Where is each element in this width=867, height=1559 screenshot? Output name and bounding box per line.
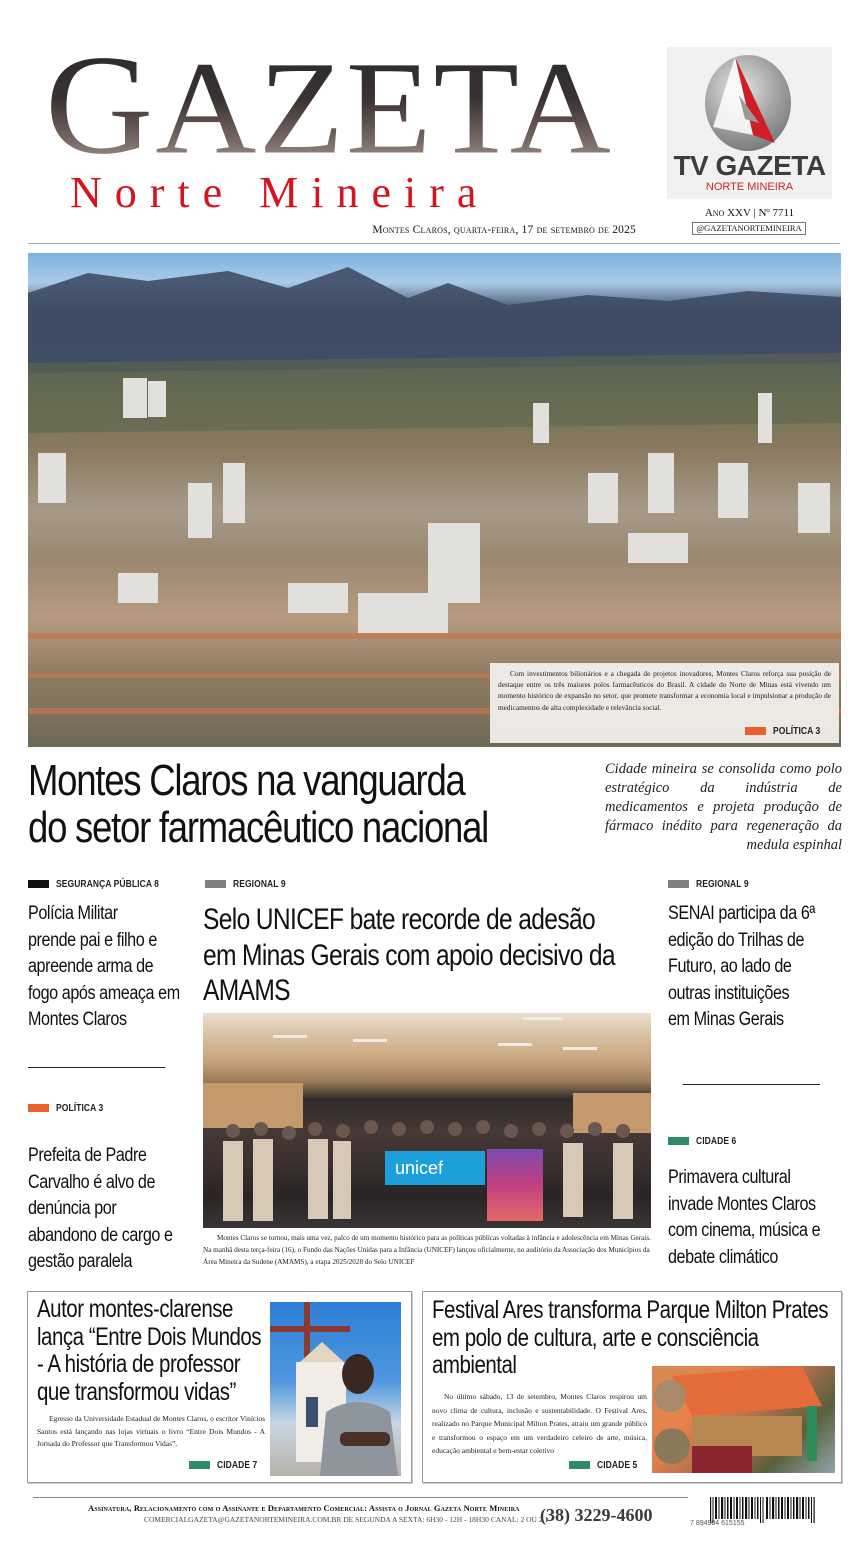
section-tag-cidade[interactable]	[668, 1135, 743, 1147]
newspaper-title	[45, 26, 635, 184]
tv-sphere-icon	[705, 55, 791, 151]
section-color-bar	[28, 880, 49, 888]
headline-line: ambiental	[432, 1351, 517, 1379]
headline-line: AMAMS	[203, 974, 290, 1007]
masthead-divider	[28, 243, 840, 244]
tv-logo-region: NORTE MINEIRA	[705, 181, 794, 193]
social-handle[interactable]: @GAZETANORTEMINEIRA	[692, 222, 806, 235]
headline-line: fogo após ameaça em	[28, 982, 180, 1004]
headline-prefeita-padre-carvalho[interactable]	[28, 1143, 173, 1276]
headline-line: em Minas Gerais com apoio decisivo da	[203, 938, 615, 972]
section-tag-regional-right[interactable]	[668, 878, 758, 890]
hero-photo-city-aerial[interactable]	[28, 253, 841, 747]
section-color-bar	[569, 1461, 590, 1469]
section-tag-label: REGIONAL 9	[233, 878, 286, 890]
selo-unicef-poster	[487, 1149, 543, 1221]
section-color-bar	[189, 1461, 210, 1469]
barcode-digits: 7 894904 615155	[690, 1520, 745, 1527]
footer-contact-details[interactable]: COMERCIALGAZETA@GAZETANORTEMINEIRA.COM.BR DE SEGUNDA A SEXTA: 6H30 - 12H - 18H30 CANAL: 2 OU 2.1	[144, 1515, 549, 1524]
headline-line: apreende arma de	[28, 956, 154, 977]
headline-line: Prefeita de Padre	[28, 1145, 147, 1166]
headline-line: que transformou vidas”	[37, 1377, 236, 1406]
section-tag-label: CIDADE 6	[696, 1135, 737, 1147]
main-headline-line: do setor farmacêutico nacional	[28, 803, 489, 852]
headline-line: SENAI participa da 6ª	[668, 903, 815, 924]
main-headline-line: Montes Claros na vanguarda	[28, 756, 465, 805]
headline-selo-unicef[interactable]	[203, 902, 615, 1009]
headline-line: prende pai e filho e	[28, 929, 157, 951]
headline-line: - A história de professor	[37, 1350, 241, 1378]
headline-line: debate climático	[668, 1246, 778, 1268]
headline-line: Montes Claros	[28, 1009, 127, 1030]
author-portrait-illustration	[270, 1302, 401, 1476]
headline-line: Selo UNICEF bate recorde de adesão	[203, 903, 596, 936]
headline-policia-militar[interactable]	[28, 901, 180, 1034]
headline-line: com cinema, música e	[668, 1220, 821, 1241]
headline-line: Festival Ares transforma Parque Milton Prates	[432, 1296, 829, 1324]
headline-line: outras instituições	[668, 982, 790, 1004]
author-portrait-photo[interactable]	[270, 1302, 401, 1476]
section-tag-label: CIDADE 7	[217, 1459, 258, 1471]
section-color-bar	[745, 727, 766, 735]
festival-stall-illustration	[652, 1366, 835, 1473]
section-tag-regional[interactable]	[205, 878, 295, 890]
headline-line: gestão paralela	[28, 1251, 133, 1272]
main-headline[interactable]	[28, 757, 501, 851]
headline-line: Polícia Militar	[28, 903, 118, 924]
section-tag-label: REGIONAL 9	[696, 878, 749, 890]
title-rest: AZETA	[155, 34, 613, 182]
issue-number: Ano XXV | Nº 7711	[704, 207, 795, 219]
newspaper-subtitle: Norte Mineira	[70, 168, 490, 217]
story-box-author[interactable]	[27, 1291, 412, 1483]
headline-senai-trilhas[interactable]	[668, 901, 815, 1034]
footer-phone-number[interactable]: (38) 3229-4600	[540, 1505, 653, 1525]
headline-line: denúncia por	[28, 1198, 117, 1219]
section-tag-label: POLÍTICA 3	[56, 1102, 104, 1114]
headline-line: em polo de cultura, arte e consciência	[432, 1323, 759, 1352]
headline-line: invade Montes Claros	[668, 1193, 816, 1215]
festival-stall-photo[interactable]	[652, 1366, 835, 1473]
dateline: Montes Claros, quarta-feira, 17 de setembro de 2025	[372, 224, 636, 236]
section-tag-label: POLÍTICA 3	[773, 725, 821, 737]
section-tag-politica[interactable]	[28, 1102, 112, 1114]
unicef-group-photo[interactable]	[203, 1013, 651, 1228]
title-initial: G	[45, 26, 156, 184]
section-tag-cidade-7[interactable]	[189, 1459, 264, 1471]
festival-story-body: No último sábado, 13 de setembro, Montes Claros respirou um novo clima de cultura, inclusão e sustentabilidade. O Festival Ares, realizado no Parque Municipal Milton Prates, atraiu um grande público e transformou o espaço em um verdadeiro celeiro de arte, música, educação ambiental e bem-estar coletivo	[432, 1392, 647, 1455]
section-color-bar	[668, 880, 689, 888]
section-color-bar	[28, 1104, 49, 1112]
unicef-banner: unicef	[385, 1151, 485, 1185]
headline-line: edição do Trilhas de	[668, 929, 805, 951]
section-tag-label: CIDADE 5	[597, 1459, 638, 1471]
section-color-bar	[668, 1137, 689, 1145]
column-divider	[683, 1084, 820, 1085]
headline-autor-entre-dois-mundos[interactable]	[37, 1296, 261, 1406]
headline-line: Autor montes-clarense	[37, 1295, 233, 1323]
auditorium-crowd-illustration	[203, 1013, 651, 1228]
footer-contact-heading: Assinatura, Relacionamento com o Assinante e Departamento Comercial: Assista o Jornal Gazeta Norte Mineira	[88, 1503, 520, 1513]
section-tag-seguranca[interactable]	[28, 878, 177, 890]
footer-divider	[33, 1497, 688, 1498]
hero-section-tag[interactable]	[745, 725, 829, 737]
main-deck: Cidade mineira se consolida como polo estratégico da indústria de medicamentos e projeta produção de fármaco inédito para regeneração da medula espinhal	[605, 761, 842, 853]
tv-logo-name: TV GAZETA	[673, 150, 826, 181]
author-story-body: Egresso da Universidade Estadual de Montes Claros, o escritor Vinícios Santos está lançando nas lojas virtuais o livro “Entre Dois Mundos - A Jornada do Professor que Transformou Vidas”.	[37, 1414, 265, 1448]
hero-caption: Com investimentos bilionários e a chegada de projetos inovadores, Montes Claros reforça sua posição de destaque entre os três maiores polos farmacêuticos do Brasil. A cidade do Norte de Minas está vivendo um momento histórico de expansão no setor, que promete transformar a economia local e impulsionar a produção de medicamentos de alta complexidade e relevância social.	[498, 669, 831, 712]
headline-line: em Minas Gerais	[668, 1009, 784, 1030]
headline-primavera-cultural[interactable]	[668, 1165, 820, 1271]
section-tag-label: SEGURANÇA PÚBLICA 8	[56, 878, 159, 890]
column-divider	[28, 1067, 165, 1068]
headline-line: Primavera cultural	[668, 1167, 791, 1188]
headline-line: lança “Entre Dois Mundos	[37, 1322, 262, 1351]
hero-caption-box	[490, 663, 839, 743]
headline-line: Carvalho é alvo de	[28, 1171, 156, 1193]
section-tag-cidade-5[interactable]	[569, 1459, 644, 1471]
story-box-festival[interactable]	[422, 1291, 842, 1483]
section-color-bar	[205, 880, 226, 888]
headline-line: Futuro, ao lado de	[668, 956, 792, 977]
tv-gazeta-logo[interactable]	[667, 47, 832, 199]
unicef-caption: Montes Claros se tornou, mais uma vez, palco de um momento histórico para as políticas públicas voltadas à infância e adolescência em Minas Gerais. Na manhã desta terça-feira (16), o Fundo das Nações Unidas para a Infância (UNICEF) lançou oficialmente, no auditório da Associação dos Municípios da Área Mineira da Sudene (AMAMS), a etapa 2025/2028 do Selo UNICEF	[203, 1234, 651, 1266]
headline-line: abandono de cargo e	[28, 1224, 173, 1246]
tv-a-mark-icon	[705, 55, 791, 151]
